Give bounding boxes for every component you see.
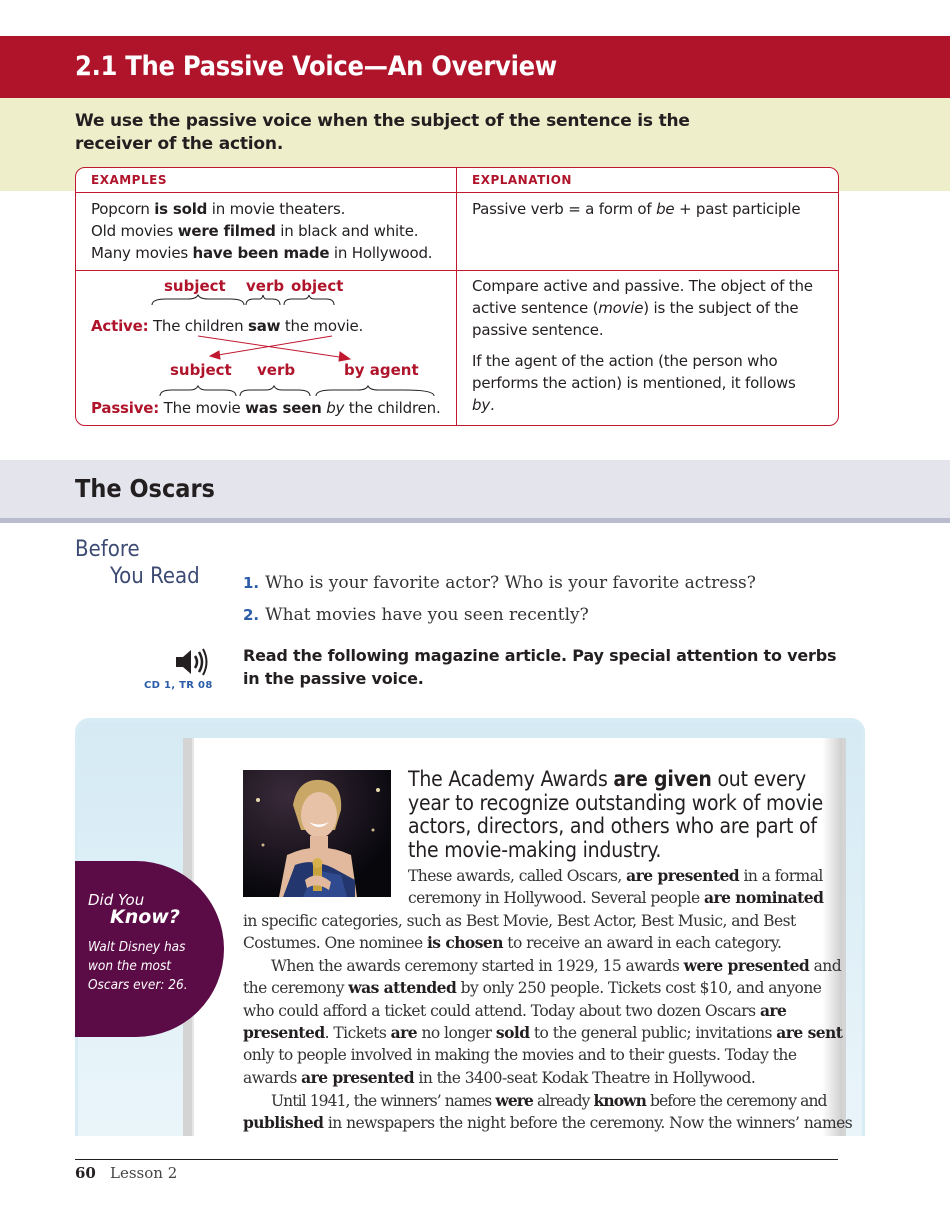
explanation-row-1: Passive verb = a form of be + past participle: [472, 200, 801, 218]
before-you-read-heading-1: Before: [75, 537, 140, 562]
passive-agent-label: by agent: [344, 361, 419, 379]
article-lead: The Academy Awards are given out every year to recognize outstanding work of movie actors, directors, and others who are part of the movie-making industry.: [408, 767, 824, 862]
reading-instruction: Read the following magazine article. Pay special attention to verbs in the passive voice.: [243, 646, 837, 688]
brace-active-subject: [152, 295, 244, 305]
article-line: in specific categories, such as Best Movie, Best Actor, Best Music, and Best: [243, 912, 796, 930]
active-passive-diagram: [76, 168, 456, 425]
did-you-know-body: Walt Disney has won the most Oscars ever: 26.: [88, 939, 188, 993]
brace-active-object: [284, 295, 334, 305]
example-line: Many movies have been made in Hollywood.: [91, 244, 433, 262]
passive-sentence: Passive: The movie was seen by the children.: [91, 399, 441, 417]
did-you-know-heading-2: Know?: [110, 906, 180, 928]
audio-speaker-icon[interactable]: [174, 646, 208, 678]
article-line: presented. Tickets are no longer sold to the general public; invitations are sent: [243, 1023, 843, 1042]
brace-active-verb: [246, 295, 280, 305]
article-line: Until 1941, the winners’ names were already known before the ceremony and: [271, 1091, 827, 1110]
example-line: Old movies were filmed in black and white.: [91, 222, 419, 240]
footer-rule: [75, 1159, 838, 1160]
did-you-know-heading-1: Did You: [88, 891, 145, 909]
article-line: awards are presented in the 3400-seat Kodak Theatre in Hollywood.: [243, 1068, 756, 1087]
article-line: published in newspapers the night before the ceremony. Now the winners’ names: [243, 1113, 853, 1132]
oscars-title: The Oscars: [75, 474, 215, 503]
brace-passive-agent: [316, 386, 434, 396]
explanation-row-2a: Compare active and passive. The object of the active sentence (movie) is the subject of the passive sentence.: [472, 277, 813, 339]
active-sentence: Active: The children saw the movie.: [91, 317, 364, 335]
article-line: who could afford a ticket could attend. Today about two dozen Oscars are: [243, 1001, 787, 1020]
article-line: the ceremony was attended by only 250 people. Tickets cost $10, and anyone: [243, 978, 822, 997]
cd-track-label: CD 1, TR 08: [144, 680, 213, 691]
before-you-read-heading-2: You Read: [110, 564, 200, 589]
brace-passive-verb: [240, 386, 310, 396]
question-1: 1. Who is your favorite actor? Who is your favorite actress?: [243, 573, 756, 593]
section-title: 2.1 The Passive Voice—An Overview: [75, 51, 557, 82]
article-line: Costumes. One nominee is chosen to receive an award in each category.: [243, 933, 782, 952]
example-line: Popcorn is sold in movie theaters.: [91, 200, 346, 218]
active-object-label: object: [291, 277, 344, 295]
passive-subject-label: subject: [170, 361, 232, 379]
brace-passive-subject: [160, 386, 236, 396]
arrowhead-subject: [210, 351, 220, 359]
article-line: These awards, called Oscars, are presented in a formal: [408, 866, 823, 885]
arrowhead-agent: [339, 352, 350, 361]
active-subject-label: subject: [164, 277, 226, 295]
explanation-header: EXPLANATION: [472, 173, 572, 187]
lesson-label: Lesson 2: [110, 1164, 178, 1182]
column-divider: [456, 168, 457, 425]
passive-verb-label: verb: [257, 361, 296, 379]
question-2: 2. What movies have you seen recently?: [243, 605, 589, 625]
page-number: 60: [75, 1164, 96, 1182]
article-line: ceremony in Hollywood. Several people are nominated: [408, 888, 824, 907]
oscar-winner-photo: [243, 770, 391, 897]
intro-text: We use the passive voice when the subject of the sentence is the receiver of the action.: [75, 111, 690, 154]
explanation-row-2b: If the agent of the action (the person who performs the action) is mentioned, it follows by.: [472, 352, 796, 414]
grammar-table: [75, 167, 839, 426]
article-line: When the awards ceremony started in 1929, 15 awards were presented and: [271, 956, 842, 975]
article-line: only to people involved in making the movies and to their guests. Today the: [243, 1046, 797, 1064]
examples-header: EXAMPLES: [91, 173, 167, 187]
active-verb-label: verb: [246, 277, 285, 295]
